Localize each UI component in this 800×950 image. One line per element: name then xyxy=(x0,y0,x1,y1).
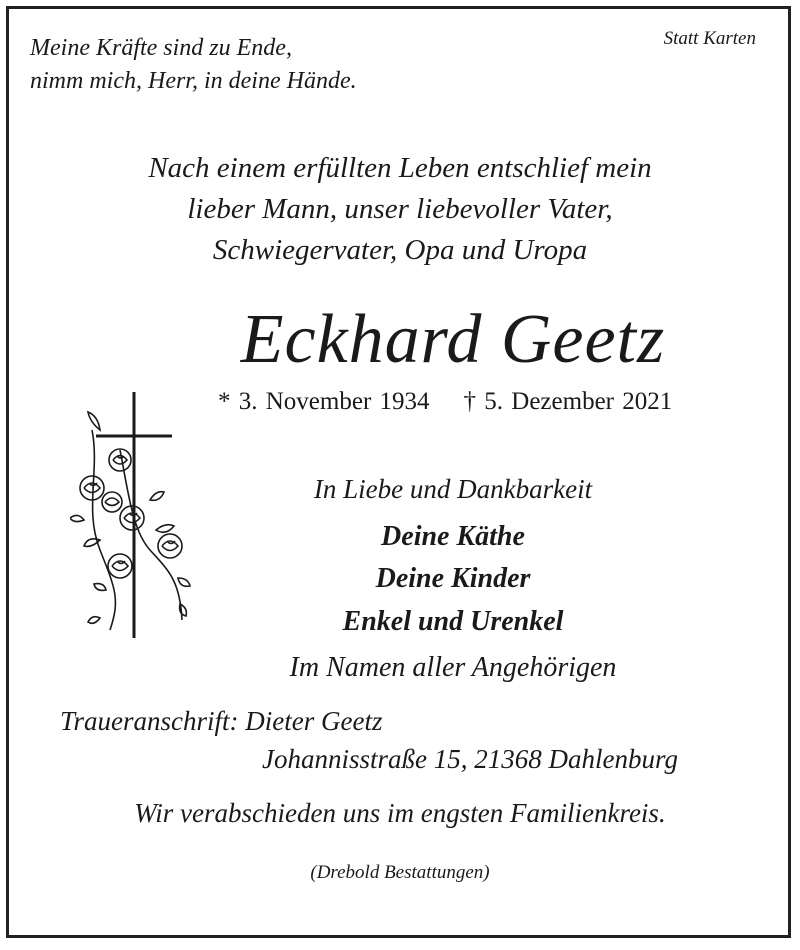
funeral-home: (Drebold Bestattungen) xyxy=(310,862,490,883)
on-behalf-line: Im Namen aller Angehörigen xyxy=(289,652,617,683)
farewell-note: Wir verabschieden uns im engsten Familienkreis. xyxy=(134,798,666,828)
motto-line-2: nimm mich, Herr, in deine Hände. xyxy=(30,68,357,94)
deceased-name: Eckhard Geetz xyxy=(240,301,666,378)
mourner-wife: Deine Käthe xyxy=(381,521,525,552)
cross-with-roses-icon xyxy=(70,390,200,642)
intro-line-2: lieber Mann, unser liebevoller Vater, xyxy=(187,193,613,225)
dedication-intro: In Liebe und Dankbarkeit xyxy=(313,474,593,504)
statt-karten-label: Statt Karten xyxy=(663,28,756,49)
mourner-grandchildren: Enkel und Urenkel xyxy=(342,606,564,637)
birth-date: * 3. November 1934 xyxy=(218,388,430,415)
mourning-address-label: Traueranschrift: Dieter Geetz xyxy=(60,706,383,736)
life-dates xyxy=(218,388,672,416)
intro-line-1: Nach einem erfüllten Leben entschlief mein xyxy=(148,152,652,184)
motto-line-1: Meine Kräfte sind zu Ende, xyxy=(30,35,292,61)
intro-text xyxy=(0,148,800,271)
mourning-address-street: Johannisstraße 15, 21368 Dahlenburg xyxy=(262,744,678,774)
motto xyxy=(30,32,357,98)
intro-line-3: Schwiegervater, Opa und Uropa xyxy=(212,234,588,266)
death-date: † 5. Dezember 2021 xyxy=(463,388,673,415)
mourner-children: Deine Kinder xyxy=(375,563,531,594)
